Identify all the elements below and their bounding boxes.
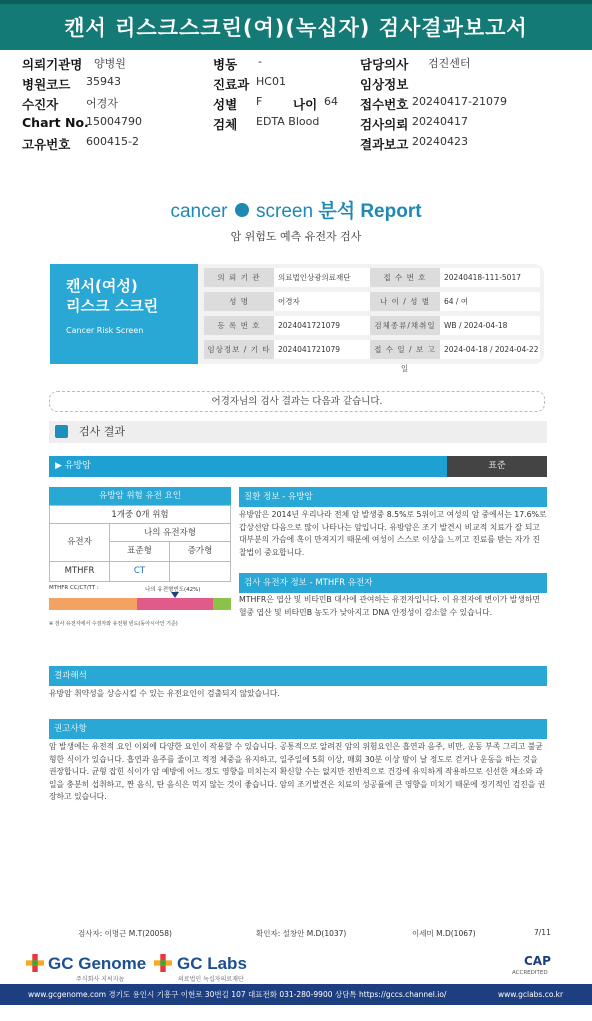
card-value: 2024041721079 — [274, 340, 370, 359]
header-label: 진료과 — [213, 77, 250, 92]
card-title-panel — [50, 264, 198, 364]
header-row — [0, 75, 592, 94]
gc-genome-logo-icon — [26, 954, 44, 972]
gene-info-header: 검사 유전자 정보 - MTHFR 유전자 — [239, 573, 547, 593]
header-label: 병원코드 — [22, 77, 71, 92]
gc-genome-logo: GC Genome — [48, 954, 147, 973]
interpretation-header: 결과해석 — [49, 666, 547, 686]
header-label: 병동 — [213, 57, 238, 72]
advice-header: 권고사항 — [49, 719, 547, 739]
footer-website[interactable]: www.gclabs.co.kr — [498, 990, 564, 999]
card-title-line1: 캔서(여성) — [66, 277, 138, 295]
doctor-signature: 이세미 M.D(1067) — [412, 929, 476, 938]
header-label: Chart No. — [22, 115, 89, 130]
logo-screen: screen — [256, 201, 314, 222]
increased-col-header: 증가형 — [187, 546, 213, 556]
header-label: 수진자 — [22, 97, 59, 112]
card-value: 어경자 — [274, 292, 370, 311]
header-value: F — [256, 95, 263, 108]
report-title: 캔서 리스크스크린(여)(녹십자) 검사결과보고서 — [0, 0, 592, 50]
card-title-english: Cancer Risk Screen — [66, 326, 144, 335]
card-key: 성 명 — [204, 292, 274, 311]
card-title-line2: 리스크 스크린 — [66, 297, 159, 315]
standard-col-header: 표준형 — [110, 542, 170, 561]
patient-header — [0, 55, 592, 151]
confirmer-signature: 확인자: 설창안 M.D(1037) — [256, 929, 347, 938]
card-key: 임상정보 / 기 타 — [204, 340, 274, 359]
header-value: 20240417-21079 — [412, 95, 507, 108]
header-label: 나이 — [293, 97, 318, 112]
cancer-name-bar: ▶ 유방암 — [49, 456, 447, 477]
header-value: 양병원 — [94, 57, 126, 70]
header-label: 임상정보 — [360, 77, 409, 92]
section-title: 검사 결과 — [79, 425, 126, 438]
advice-body: 암 발생에는 유전적 요인 이외에 다양한 요인이 작용할 수 있습니다. 공통적으로 알려진 암의 위험요인은 흡연과 음주, 비만, 운동 부족 그리고 불균형한 식이가 있습니다. 흡연과 음주를 줄이고 적정 체중을 유지하고, 일주일에 5회 이상, 매회 30분 이상 땀이 날 정도로 걷거나 운동을 하는 것을 권장합니다. 균형 잡힌 식이가 암 예방에 어느 정도 영향을 미치는지 확신할 수는 없지만 전반적으로 건강에 유익하게 작용하므로 신선한 채소와 과일을 충분히 섭취하고, 짠 음식, 탄 음식은 먹지 않는 것이 좋습니다. 암의 조기발견은 치료의 성공률에 큰 영향을 미치기 때문에 정기적인 검진을 권장하고 있습니다. — [49, 742, 546, 801]
frequency-bar — [49, 585, 231, 613]
card-value: 20240418-111-5017 — [440, 268, 540, 287]
section-header — [49, 421, 547, 443]
card-key: 접 수 번 호 — [370, 268, 440, 287]
header-label: 검체 — [213, 117, 238, 132]
card-key: 접 수 일 / 보 고 일 — [370, 340, 440, 359]
card-key: 나 이 / 성 별 — [370, 292, 440, 311]
gene-box-title: 유방암 위험 유전 요인 — [49, 487, 231, 505]
header-row — [0, 135, 592, 154]
header-label: 결과보고 — [360, 137, 409, 152]
card-key: 등 록 번 호 — [204, 316, 274, 335]
header-row — [0, 55, 592, 74]
card-value: 의료법인상광의료재단 — [274, 268, 370, 287]
gc-labs-logo: GC Labs — [177, 954, 247, 973]
header-row — [0, 95, 592, 114]
header-row — [0, 115, 592, 134]
cap-logo: CAP — [524, 954, 551, 968]
gene-footnote: ※ 검사 유전자에서 수검자와 유전형 빈도(동아시아인 기준) — [49, 621, 178, 627]
logo-cancer: cancer — [170, 201, 228, 222]
header-label: 고유번호 — [22, 137, 71, 152]
bar-frequency: 나의 유전형빈도(42%) — [145, 587, 201, 593]
gene-row — [49, 562, 231, 582]
report-logo — [0, 196, 592, 223]
header-value: 검진센터 — [428, 57, 471, 70]
header-value: 20240423 — [412, 135, 468, 148]
genotype-value: CT — [110, 562, 170, 581]
card-key: 검체종류/채취일 — [370, 316, 440, 335]
footer-bar — [0, 984, 592, 1005]
result-notice: 어경자님의 검사 결과는 다음과 같습니다. — [49, 391, 545, 412]
header-value: 600415-2 — [86, 135, 139, 148]
bar-label: MTHFR CC/CT/TT : — [49, 585, 99, 591]
footer-logos — [0, 950, 592, 984]
logo-subtitle: 암 위험도 예측 유전자 검사 — [230, 230, 362, 243]
cap-sub: ACCREDITED — [512, 970, 548, 976]
interpretation-body: 유방암 취약성을 상승시킬 수 있는 유전요인이 검출되지 않았습니다. — [49, 689, 280, 698]
header-value: HC01 — [256, 75, 286, 88]
header-value: 20240417 — [412, 115, 468, 128]
gc-labs-logo-icon — [154, 954, 172, 972]
gene-count: 1개중 0개 위험 — [49, 505, 231, 524]
card-value: 64 / 여 — [440, 292, 540, 311]
genotype-col-header: 나의 유전자형 — [110, 524, 230, 542]
header-value: 35943 — [86, 75, 121, 88]
header-value: 15004790 — [86, 115, 142, 128]
header-label: 담당의사 — [360, 57, 409, 72]
card-key: 의 뢰 기 관 — [204, 268, 274, 287]
header-label: 성별 — [213, 97, 238, 112]
page-number: 7/11 — [534, 928, 551, 937]
disease-info-header: 질환 정보 - 유방암 — [239, 487, 547, 507]
card-value: 2024041721079 — [274, 316, 370, 335]
header-value: 64 — [324, 95, 338, 108]
gc-labs-sub: 의료법인 녹십자의료재단 — [178, 976, 244, 983]
gene-col-header: 유전자 — [50, 524, 110, 561]
card-value: 2024-04-18 / 2024-04-22 — [440, 340, 540, 359]
gene-name: MTHFR — [50, 562, 110, 581]
logo-star-icon — [235, 203, 249, 217]
header-label: 접수번호 — [360, 97, 409, 112]
calendar-icon — [55, 425, 68, 438]
risk-level-badge: 표준 — [447, 456, 547, 477]
increased-value — [170, 562, 230, 581]
gene-risk-box — [49, 487, 231, 627]
patient-info-card — [50, 264, 544, 373]
logo-report: 분석 Report — [318, 201, 422, 222]
gene-table-header — [49, 524, 231, 562]
disease-info-body: 유방암은 2014년 우리나라 전체 암 발생중 8.5%로 5위이고 여성의 암 중에서는 17.6%로 갑상선암 다음으로 많이 나타나는 암입니다. 유방암은 조기 발견시 비교적 치료가 잘 되고 대부분의 가슴에 혹이 만져지기 때문에 여성이 스스로 이상을 느끼고 진료를 받는 자가 진찰법이 중요합니다. — [239, 510, 547, 557]
header-value: 어경자 — [86, 97, 118, 110]
card-info-table — [204, 268, 540, 373]
bar-increased-segment — [213, 598, 231, 610]
card-value: WB / 2024-04-18 — [440, 316, 540, 335]
inspector-signature: 검사자: 이명근 M.T(20058) — [78, 929, 172, 938]
header-label: 의뢰기관명 — [22, 57, 83, 72]
header-label: 검사의뢰 — [360, 117, 409, 132]
bar-standard-segment — [49, 598, 137, 610]
bar-mid-segment — [137, 598, 213, 610]
header-value: EDTA Blood — [256, 115, 320, 128]
gc-genome-sub: 주식회사 지씨지놈 — [76, 976, 125, 983]
footer-address: www.gcgenome.com 경기도 용인시 기흥구 이현로 30번길 107 대표전화 031-280-9900 상담톡 https://gccs.channel.io/ — [28, 990, 447, 999]
header-value: - — [258, 55, 262, 68]
gene-info-body: MTHFR은 엽산 및 비타민B 대사에 관여하는 유전자입니다. 이 유전자에 변이가 발생하면 혈중 엽산 및 비타민B 농도가 낮아지고 DNA 안정성이 감소할 수 있습니다. — [239, 595, 540, 617]
